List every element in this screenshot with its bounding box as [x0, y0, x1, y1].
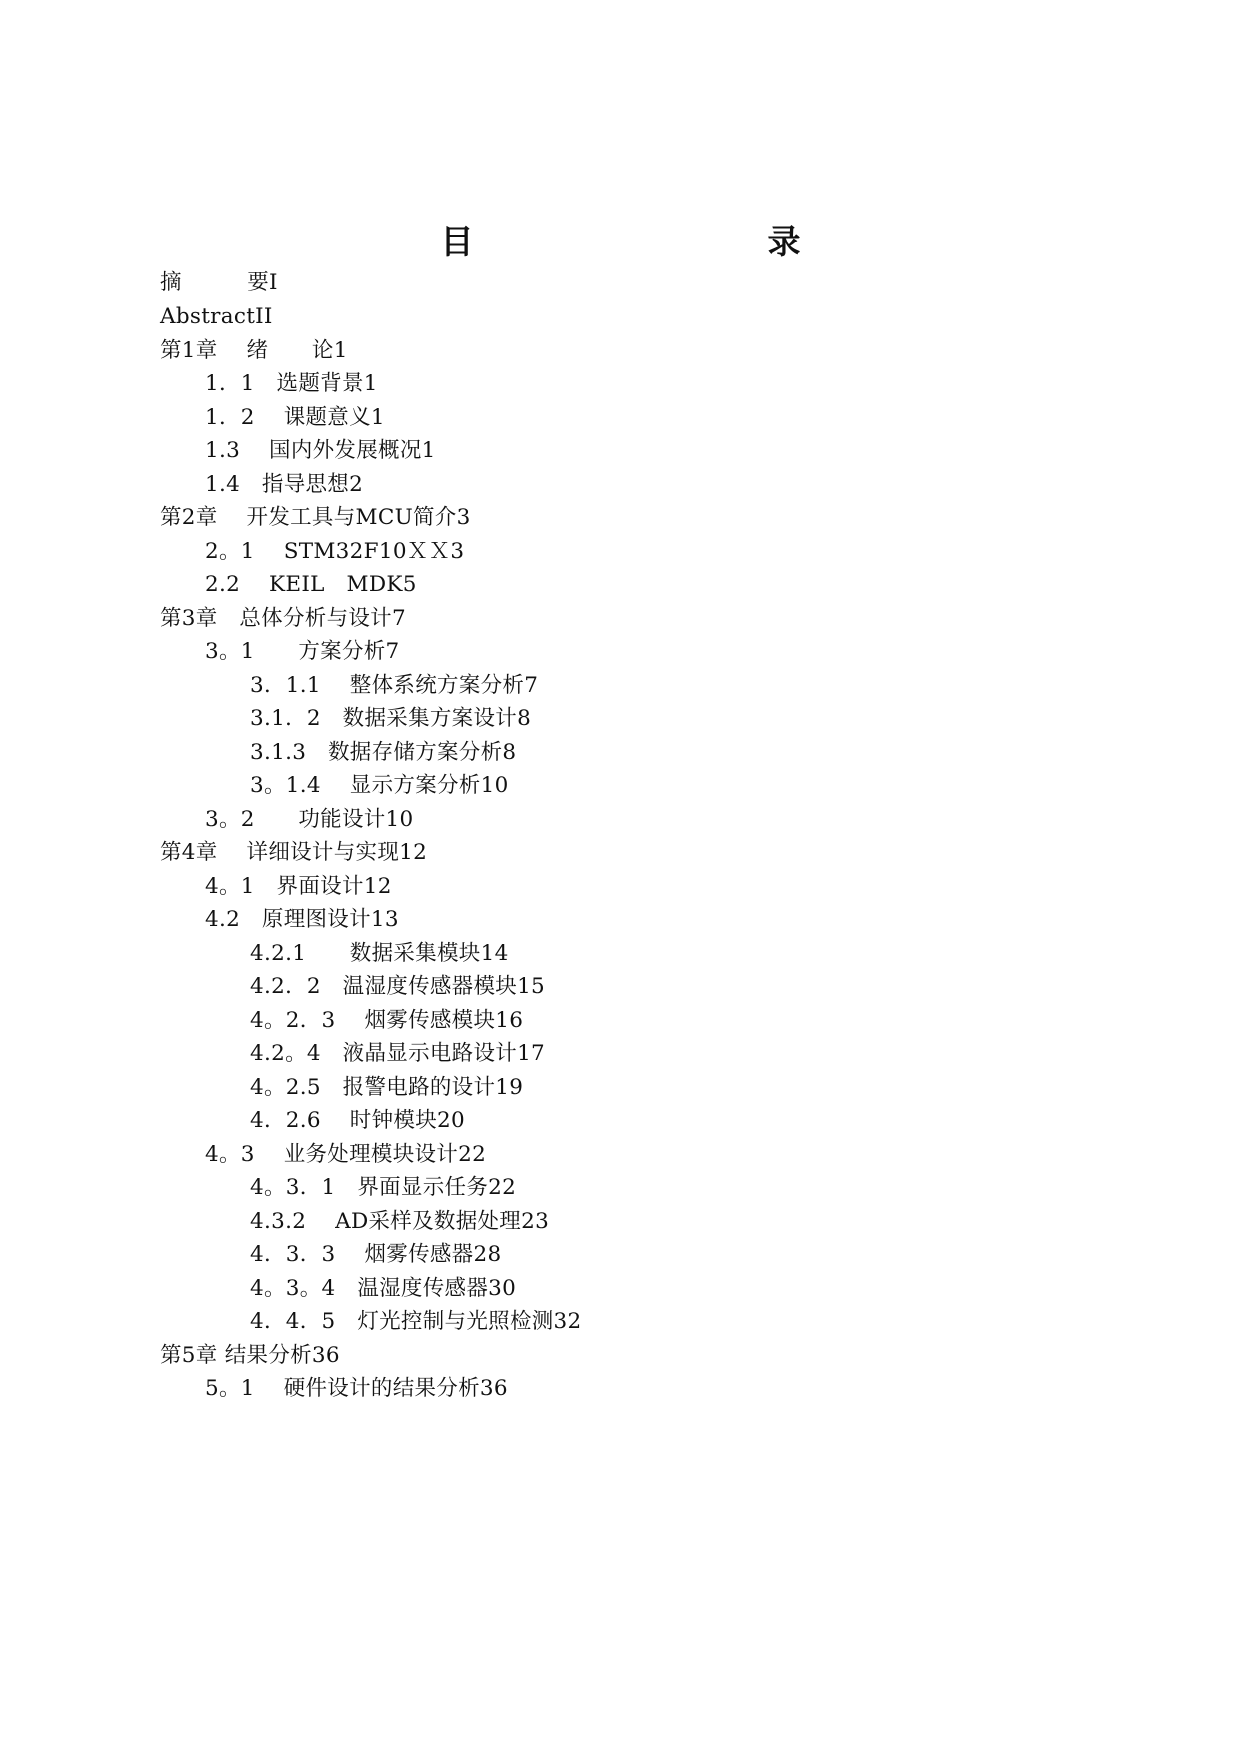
toc-entry: 1.3 国内外发展概况1	[205, 438, 436, 463]
toc-entry: 2。1 STM32F10ＸＸ3	[205, 539, 465, 564]
toc-entry: 4.3.2 AD采样及数据处理23	[250, 1209, 550, 1234]
toc-entry: 4．4．5 灯光控制与光照检测32	[250, 1309, 582, 1334]
toc-entry: 第3章 总体分析与设计7	[160, 606, 406, 631]
toc-entry: 4。2.5 报警电路的设计19	[250, 1075, 524, 1100]
toc-entry: 4．2.6 时钟模块20	[250, 1108, 465, 1133]
toc-entry: 4.2 原理图设计13	[205, 907, 399, 932]
toc-entry: 4。3 业务处理模块设计22	[205, 1142, 487, 1167]
toc-title: 目 录	[440, 222, 877, 262]
toc-entry: 4．3．3 烟雾传感器28	[250, 1242, 502, 1267]
toc-entry: 4.2。4 液晶显示电路设计17	[250, 1041, 546, 1066]
toc-entry: 2.2 KEIL MDK5	[205, 572, 417, 597]
toc-entry: 5。1 硬件设计的结果分析36	[205, 1376, 508, 1401]
toc-entry: 第5章 结果分析36	[160, 1343, 340, 1368]
toc-entry: 摘 要Ⅰ	[160, 270, 278, 295]
toc-entry: 4。1 界面设计12	[205, 874, 392, 899]
toc-entry: 4。3。4 温湿度传感器30	[250, 1276, 517, 1301]
toc-entry: 4.2.1 数据采集模块14	[250, 941, 509, 966]
toc-entry: 1.4 指导思想2	[205, 472, 364, 497]
toc-entry: 第1章 绪 论1	[160, 338, 348, 363]
toc-entry: 1．1 选题背景1	[205, 371, 378, 396]
toc-entry: 第2章 开发工具与MCU简介3	[160, 505, 471, 530]
toc-entry: AbstractⅠⅠ	[160, 304, 273, 329]
toc-entry: 4.2．2 温湿度传感器模块15	[250, 974, 546, 999]
toc-entry: 3。1 方案分析7	[205, 639, 400, 664]
toc-entry: 第4章 详细设计与实现12	[160, 840, 428, 865]
toc-entry: 3．1.1 整体系统方案分析7	[250, 673, 539, 698]
toc-entry: 1．2 课题意义1	[205, 405, 385, 430]
toc-entry: 3.1.3 数据存储方案分析8	[250, 740, 517, 765]
toc-entry: 3。2 功能设计10	[205, 807, 414, 832]
toc-entry: 4。2．3 烟雾传感模块16	[250, 1008, 524, 1033]
toc-entry: 3.1．2 数据采集方案设计8	[250, 706, 532, 731]
toc-entry: 3。1.4 显示方案分析10	[250, 773, 509, 798]
toc-entry: 4。3．1 界面显示任务22	[250, 1175, 517, 1200]
